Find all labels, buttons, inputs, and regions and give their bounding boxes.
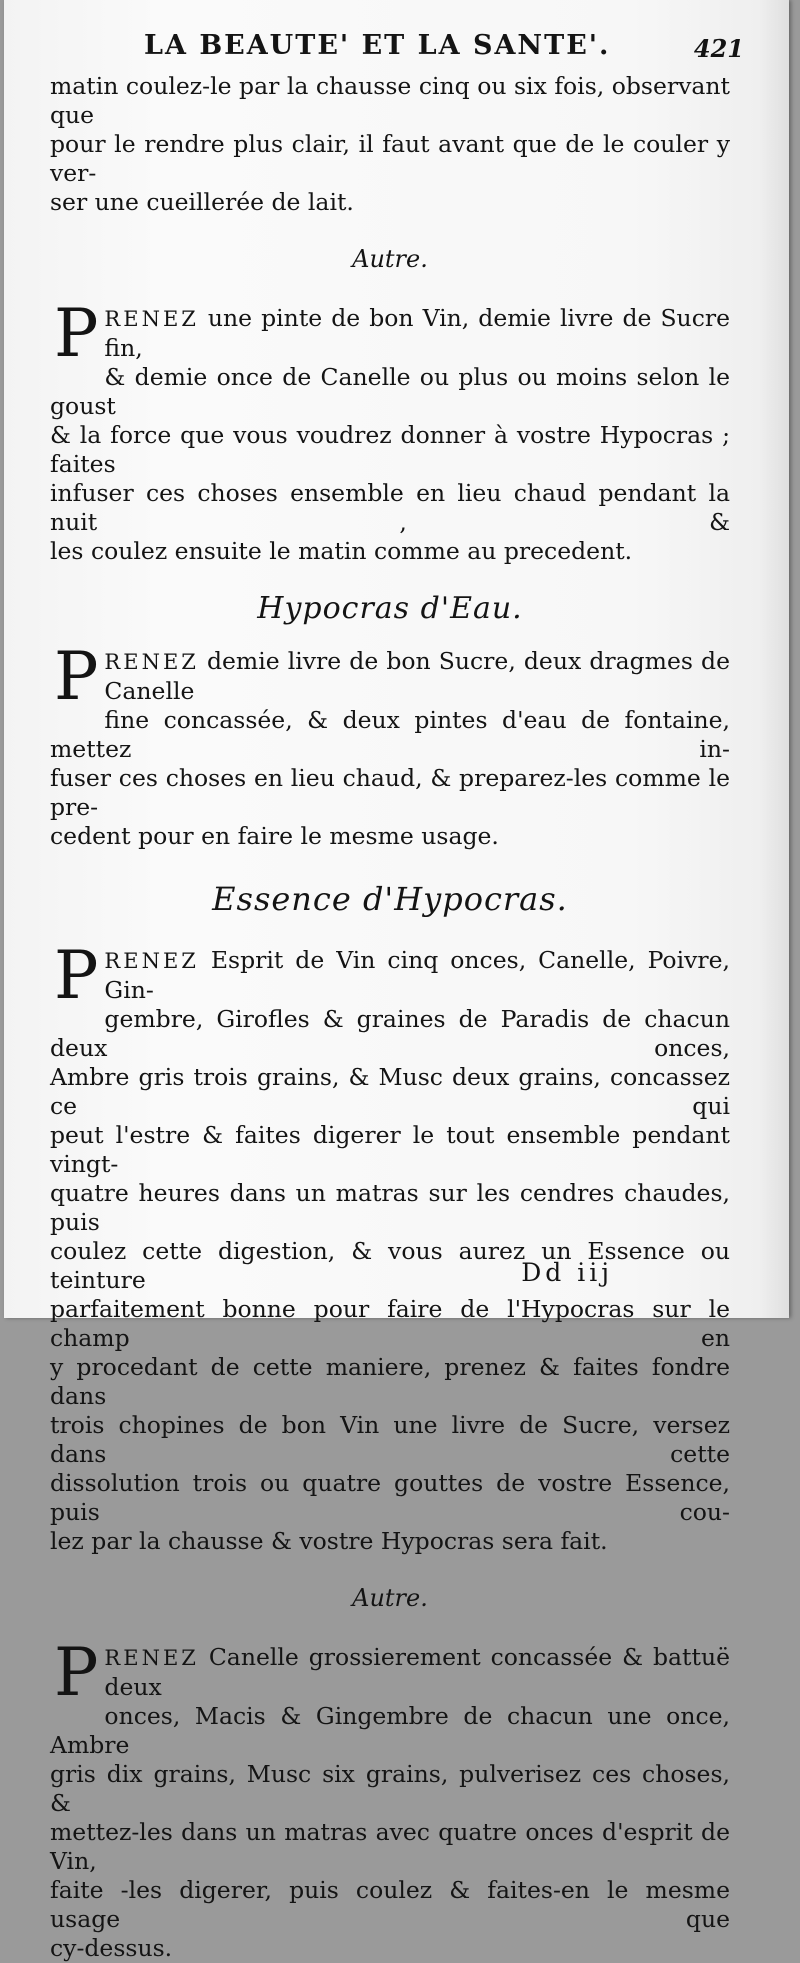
text-line: peut l'estre & faites digerer le tout ensemble pendant vingt- [50,1121,730,1178]
section-paragraph [50,638,730,851]
page-edge-shadow [759,0,789,1318]
text-line: coulez cette digestion, & vous aurez un Essence ou teinture [50,1237,730,1294]
section-heading: Autre. [352,245,428,273]
first-word: RENEZ [104,1646,199,1670]
drop-cap: P [54,937,99,1014]
section-heading: Essence d'Hypocras. [212,880,568,918]
text-line: pour le rendre plus clair, il faut avant que de le couler y ver- [50,130,730,187]
drop-cap: P [54,295,99,372]
line-text: Canelle grossierement concassée & battuë deux [104,1643,730,1701]
text-line: ser une cueillerée de lait. [50,188,354,216]
book-page [4,0,789,1962]
text-line: gris dix grains, Musc six grains, pulverisez ces choses, & [50,1760,730,1817]
text-line: Ambre gris trois grains, & Musc deux grains, concassez ce qui [50,1063,730,1120]
first-word: RENEZ [104,307,199,331]
first-word: RENEZ [104,650,199,674]
section-paragraph [50,295,730,566]
text-line: quatre heures dans un matras sur les cendres chaudes, puis [50,1179,730,1236]
line-text: demie livre de bon Sucre, deux dragmes de Canelle [104,647,730,705]
first-word: RENEZ [104,949,199,973]
text-line: faite -les digerer, puis coulez & faites-en le mesme usage que [50,1876,730,1933]
text-line: fuser ces choses en lieu chaud, & preparez-les comme le pre- [50,764,730,821]
intro-paragraph [50,72,730,217]
drop-cap: P [54,1634,99,1711]
text-line [50,1634,730,1711]
section-paragraph [50,937,730,1556]
signature-mark: Dd iij [521,1258,613,1287]
page-header [144,30,744,66]
text-line: gembre, Girofles & graines de Paradis de chacun deux onces, [50,1005,730,1062]
running-head: LA BEAUTE' ET LA SANTE'. [144,30,611,61]
text-line: lez par la chausse & vostre Hypocras sera fait. [50,1527,608,1555]
text-line: cedent pour en faire le mesme usage. [50,822,499,850]
section-heading: Hypocras d'Eau. [257,591,523,626]
drop-cap: P [54,638,99,715]
text-line: y procedant de cette maniere, prenez & faites fondre dans [50,1353,730,1410]
line-text: une pinte de bon Vin, demie livre de Sucre fin, [104,304,730,362]
text-line: fine concassée, & deux pintes d'eau de fontaine, mettez in- [50,706,730,763]
text-line: dissolution trois ou quatre gouttes de vostre Essence, puis cou- [50,1469,730,1526]
text-line: les coulez ensuite le matin comme au precedent. [50,537,633,565]
text-line: parfaitement bonne pour faire de l'Hypocras sur le champ en [50,1295,730,1352]
text-line: trois chopines de bon Vin une livre de Sucre, versez dans cette [50,1411,730,1468]
page-body [50,72,730,1963]
text-line [50,638,730,715]
text-line: matin coulez-le par la chausse cinq ou six fois, observant que [50,72,730,129]
section-heading: Autre. [352,1584,428,1612]
text-line: infuser ces choses ensemble en lieu chaud pendant la nuit , & [50,479,730,536]
section-paragraph [50,1634,730,1963]
text-line: & demie once de Canelle ou plus ou moins selon le goust [50,363,730,420]
text-line: mettez-les dans un matras avec quatre onces d'esprit de Vin, [50,1818,730,1875]
text-line: & la force que vous voudrez donner à vostre Hypocras ; faites [50,421,730,478]
text-line [50,937,730,1014]
line-text: Esprit de Vin cinq onces, Canelle, Poivre, Gin- [104,946,730,1004]
text-line [50,295,730,372]
page-number: 421 [693,34,744,63]
text-line: cy-dessus. [50,1934,173,1962]
text-line: onces, Macis & Gingembre de chacun une once, Ambre [50,1702,730,1759]
